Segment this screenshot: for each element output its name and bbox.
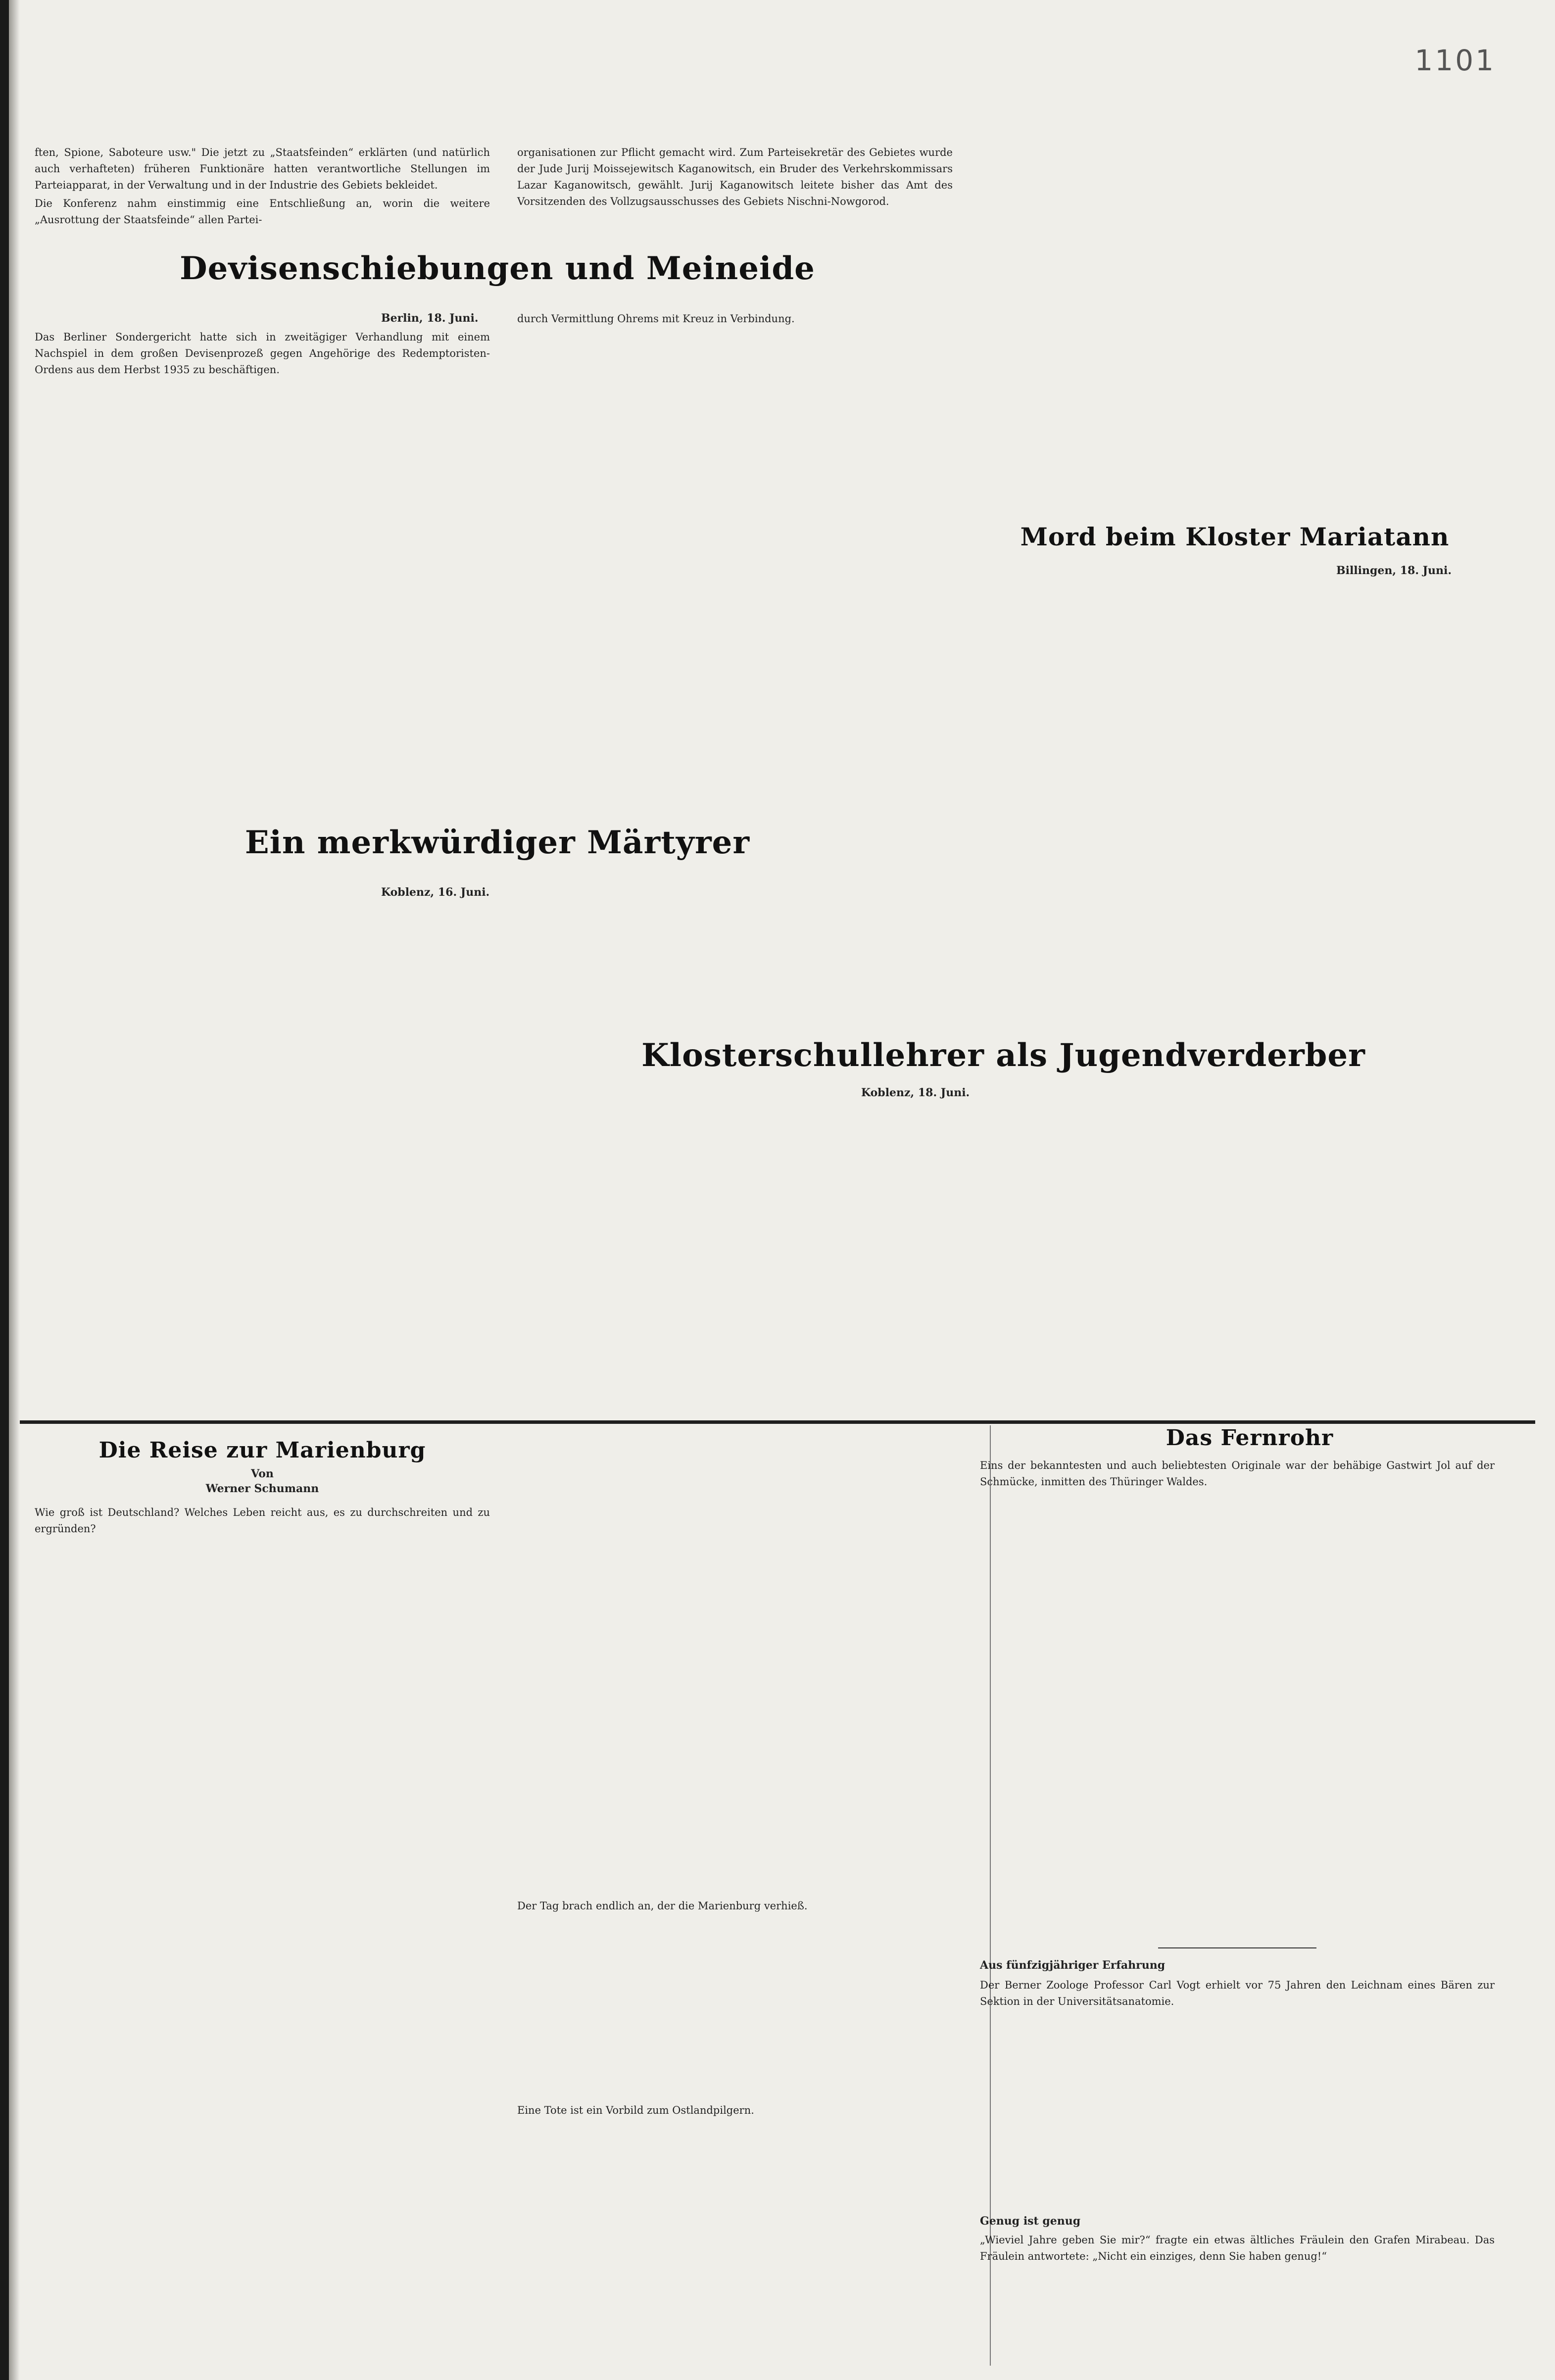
subhead-genug: Genug ist genug: [980, 2215, 1081, 2228]
paragraph: Eins der bekanntesten und auch beliebtesten Originale war der behäbige Gastwirt Jol auf der Schmücke, inmitten des Thüringer Waldes.: [980, 1459, 1495, 1488]
paragraph: Der Berner Zoologe Professor Carl Vogt erhielt vor 75 Jahren den Leichnam eines Bären zur Sektion in der Universitätsanatomie.: [980, 1979, 1495, 2007]
paragraph: Der Tag brach endlich an, der die Marienburg verhieß.: [517, 1900, 808, 1912]
top-continuation-col1: [35, 145, 490, 230]
paragraph: Eine Tote ist ein Vorbild zum Ostlandpilgern.: [517, 2104, 754, 2116]
headline-maertyrer: Ein merkwürdiger Märtyrer: [244, 824, 750, 861]
headline-devisenschiebungen: Devisenschiebungen und Meineide: [180, 250, 815, 287]
genug-body: [980, 2232, 1495, 2267]
headline-klosterschullehrer: Klosterschullehrer als Jugendverderber: [641, 1037, 1365, 1074]
paragraph: organisationen zur Pflicht gemacht wird. Zum Parteisekretär des Gebietes wurde der Jude Jurij Moissejewitsch Kaganowitsch, ein Bruder des Verkehrskommissars Lazar Kaganowitsch, gewählt. Jurij Kaganowitsch leitete bisher das Amt des Vorsitzenden des Vollzugsausschusses des Gebiets Nischni-Nowgorod.: [517, 146, 953, 207]
top-continuation-col2: [517, 145, 953, 212]
paragraph: durch Vermittlung Ohrems mit Kreuz in Verbindung.: [517, 313, 795, 325]
paragraph: Wie groß ist Deutschland? Welches Leben reicht aus, es zu durchschreiten und zu ergründen?: [35, 1506, 490, 1535]
dateline-billingen: Billingen, 18. Juni.: [1336, 564, 1452, 577]
page-number: 1101: [1414, 44, 1496, 77]
subhead-erfahrung: Aus fünfzigjähriger Erfahrung: [980, 1959, 1166, 1972]
title-fernrohr: Das Fernrohr: [1166, 1425, 1334, 1451]
marienburg-col1: [35, 1505, 490, 1539]
fernrohr-body: [980, 1457, 1495, 1492]
binding-edge: [0, 0, 9, 2380]
title-reise-marienburg: Die Reise zur Marienburg: [98, 1438, 426, 1463]
devisen-col2: [517, 311, 953, 329]
paragraph: Die Konferenz nahm einstimmig eine Entschließung an, worin die weitere „Ausrottung der Staatsfeinde“ allen Partei-: [35, 197, 490, 226]
byline-prefix: Von: [251, 1467, 274, 1480]
paragraph: ften, Spione, Saboteure usw." Die jetzt zu „Staatsfeinden“ erklärten (und natürlich auch verhafteten) früheren Funktionäre hatten verantwortliche Stellungen im Parteiapparat, in der Verwaltung und in der Industrie des Gebiets bekleidet.: [35, 146, 490, 191]
dateline-berlin: Berlin, 18. Juni.: [381, 312, 479, 325]
headline-mord-kloster: Mord beim Kloster Mariatann: [1020, 522, 1450, 551]
section-rule: [1158, 1947, 1316, 1948]
paragraph: „Wieviel Jahre geben Sie mir?“ fragte ein etwas ältliches Fräulein den Grafen Mirabeau. Das Fräulein antwortete: „Nicht ein einziges, denn Sie haben genug!“: [980, 2234, 1495, 2262]
erfahrung-body: [980, 1977, 1495, 2012]
binding-shadow: [9, 0, 20, 2380]
byline-author: Werner Schumann: [205, 1482, 319, 1495]
devisen-col1: [35, 329, 490, 380]
marienburg-col2: [517, 1898, 953, 2121]
paragraph: Das Berliner Sondergericht hatte sich in zweitägiger Verhandlung mit einem Nachspiel in dem großen Devisenprozeß gegen Angehörige des Redemptoristen-Ordens aus dem Herbst 1935 zu beschäftigen.: [35, 331, 490, 376]
dateline-koblenz-18: Koblenz, 18. Juni.: [861, 1086, 970, 1099]
dateline-koblenz-16: Koblenz, 16. Juni.: [381, 886, 490, 899]
feuilleton-divider: [20, 1420, 1535, 1424]
